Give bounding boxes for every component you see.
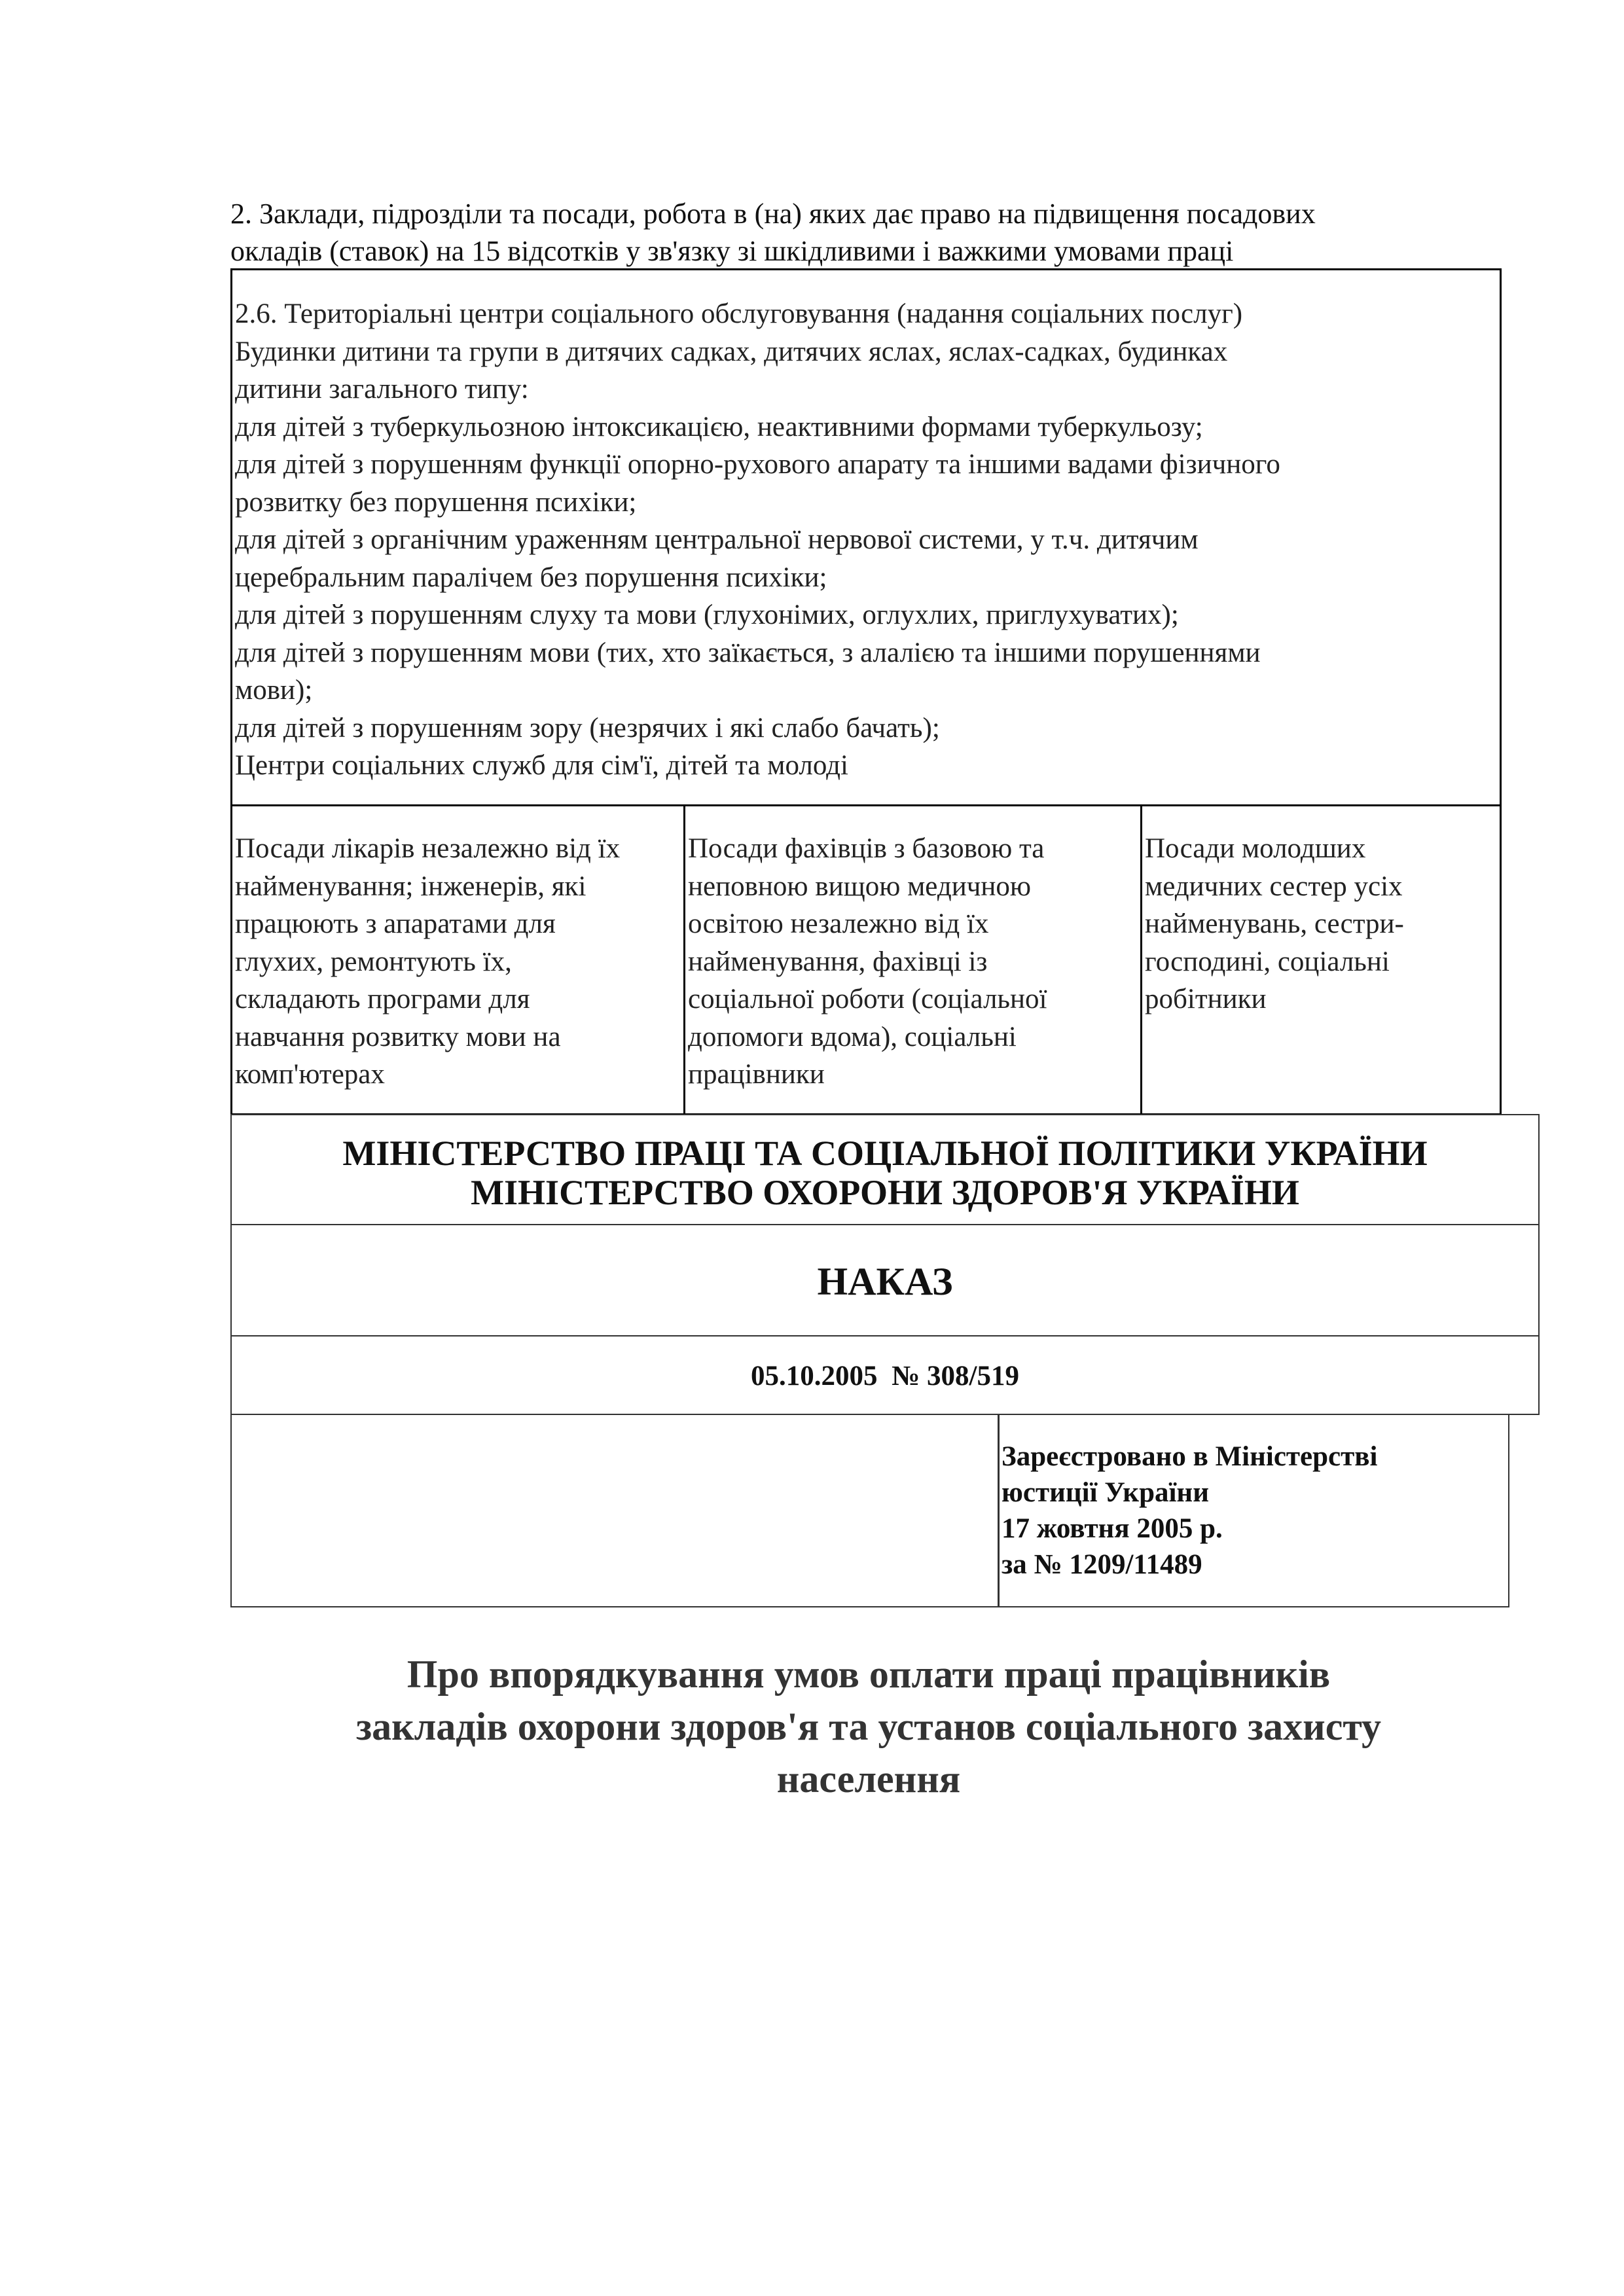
registration-line: 17 жовтня 2005 р.: [1001, 1513, 1223, 1544]
positions-doctors-text: [235, 830, 687, 1094]
document-title-line-2: закладів охорони здоров'я та установ соціального захисту: [355, 1705, 1382, 1748]
institutions-line: для дітей з порушенням зору (незрячих і які слабо бачать);: [235, 712, 940, 744]
document-title-line-3: населення: [776, 1757, 961, 1801]
positions-line: господині, соціальні: [1145, 946, 1390, 977]
registration-empty-cell: [230, 1414, 1000, 1607]
positions-line: допомоги вдома), соціальні: [688, 1021, 1017, 1052]
institutions-line: мови);: [235, 675, 313, 706]
positions-line: працюють з апаратами для: [235, 908, 556, 939]
positions-line: соціальної роботи (соціальної: [688, 984, 1047, 1014]
ministry-labor: МІНІСТЕРСТВО ПРАЦІ ТА СОЦІАЛЬНОЇ ПОЛІТИКИ УКРАЇНИ: [342, 1134, 1428, 1173]
section-heading-line-2: окладів (ставок) на 15 відсотків у зв'язку зі шкідливими і важкими умовами праці: [230, 235, 1234, 267]
ministries-header: [230, 1114, 1540, 1225]
positions-nurses-text: [1145, 830, 1502, 1018]
document-title-line-1: Про впорядкування умов оплати праці працівників: [406, 1653, 1331, 1696]
order-title: НАКАЗ: [817, 1260, 953, 1303]
institutions-line: для дітей з туберкульозною інтоксикацією, неактивними формами туберкульозу;: [235, 411, 1203, 442]
institutions-line: для дітей з органічним ураженням центральної нервової системи, у т.ч. дитячим: [235, 524, 1199, 555]
registration-cell: [998, 1414, 1509, 1607]
document-title: [230, 1648, 1507, 1805]
positions-line: неповною вищою медичною: [688, 870, 1031, 902]
positions-line: навчання розвитку мови на: [235, 1021, 561, 1052]
positions-line: найменувань, сестри-: [1145, 908, 1404, 939]
ministry-health: МІНІСТЕРСТВО ОХОРОНИ ЗДОРОВ'Я УКРАЇНИ: [471, 1173, 1299, 1212]
institutions-line: для дітей з порушенням слуху та мови (глухонімих, оглухлих, приглухуватих);: [235, 600, 1179, 630]
positions-line: глухих, ремонтують їх,: [235, 946, 512, 977]
institutions-list: [235, 295, 1498, 785]
registration-line: за № 1209/11489: [1001, 1549, 1202, 1580]
order-title-cell: [230, 1224, 1540, 1336]
positions-line: найменування, фахівці із: [688, 946, 988, 977]
institutions-line: 2.6. Територіальні центри соціального обслуговування (надання соціальних послуг): [235, 298, 1243, 329]
positions-cell-specialists: [683, 804, 1142, 1115]
order-date-cell: [230, 1335, 1540, 1415]
institutions-cell: [230, 268, 1502, 806]
positions-line: комп'ютерах: [235, 1059, 385, 1090]
registration-text: [1001, 1439, 1377, 1583]
order-date-number: 05.10.2005 № 308/519: [751, 1361, 1019, 1391]
positions-line: працівники: [688, 1059, 825, 1090]
positions-line: Посади лікарів незалежно від їх: [235, 833, 621, 864]
registration-line: Зареєстровано в Міністерстві: [1001, 1441, 1378, 1472]
positions-line: освітою незалежно від їх: [688, 908, 989, 939]
positions-line: Посади молодших: [1145, 833, 1366, 864]
registration-line: юстиції України: [1001, 1477, 1209, 1508]
positions-line: Посади фахівців з базовою та: [688, 833, 1045, 864]
institutions-line: для дітей з порушенням мови (тих, хто заїкається, з алалією та іншими порушеннями: [235, 637, 1261, 668]
positions-line: медичних сестер усіх: [1145, 870, 1403, 902]
positions-cell-doctors: [230, 804, 685, 1115]
institutions-line: Центри соціальних служб для сім'ї, дітей та молоді: [235, 750, 848, 781]
section-heading-line-1: 2. Заклади, підрозділи та посади, робота в (на) яких дає право на підвищення посадових: [230, 198, 1316, 230]
institutions-line: для дітей з порушенням функції опорно-рухового апарату та іншими вадами фізичного: [235, 449, 1280, 480]
positions-specialists-text: [688, 830, 1143, 1094]
institutions-line: церебральним паралічем без порушення психіки;: [235, 562, 827, 593]
positions-line: робітники: [1145, 984, 1267, 1014]
section-heading: [230, 195, 1507, 270]
positions-cell-nurses: [1140, 804, 1502, 1115]
institutions-line: розвитку без порушення психіки;: [235, 486, 637, 518]
positions-line: складають програми для: [235, 984, 530, 1014]
institutions-line: дитини загального типу:: [235, 374, 529, 404]
institutions-line: Будинки дитини та групи в дитячих садках, дитячих яслах, яслах-садках, будинках: [235, 336, 1228, 367]
positions-line: найменування; інженерів, які: [235, 870, 586, 902]
